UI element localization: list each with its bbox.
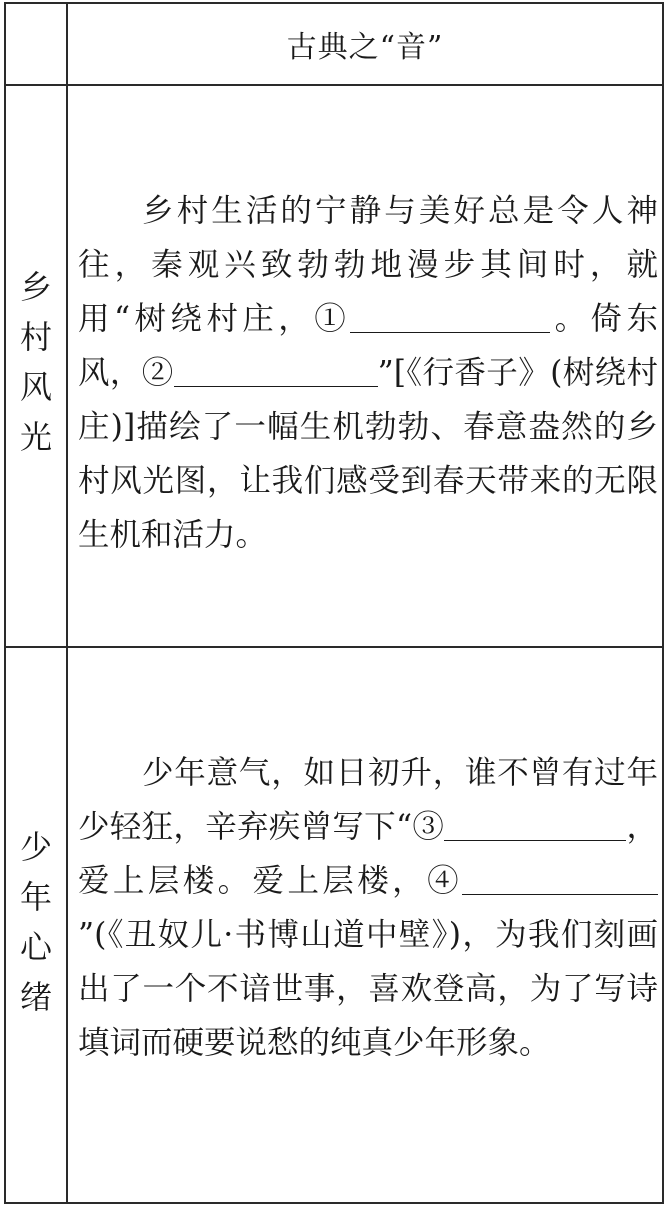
section-label-youth-feelings	[6, 822, 66, 1022]
section-text-youth-feelings	[78, 746, 658, 1070]
label-char: 光	[19, 418, 52, 456]
label-char: 村	[19, 318, 52, 356]
text-run: ，爱上层楼。爱上层楼，	[78, 809, 658, 899]
text-run: 。倚东风，	[78, 301, 658, 391]
fill-blank-4b[interactable]	[558, 864, 658, 895]
label-char: 乡	[19, 268, 52, 306]
label-char: 心	[19, 928, 52, 966]
blank-marker-4: ④	[427, 863, 462, 899]
text-run: ”(《丑奴儿·书博山道中壁》)，为我们刻画出了一个不谙世事，喜欢登高，为了写诗填词而硬要说愁的纯真少年形象。	[78, 917, 658, 1061]
label-char: 风	[19, 368, 52, 406]
blank-marker-2: ②	[141, 355, 174, 391]
label-char: 绪	[19, 978, 52, 1016]
fill-blank-3a[interactable]	[444, 810, 562, 841]
text-run: 乡村生活的宁静与美好总是令人神往，秦观兴致勃勃地漫步其间时，就用“树绕村庄，	[78, 193, 658, 337]
section-label-rural-scenery	[6, 262, 66, 462]
fill-blank-3b[interactable]	[562, 810, 626, 841]
blank-marker-1: ①	[314, 301, 351, 337]
table-header-title: 古典之“音”	[286, 30, 444, 65]
text-run: ”[《行香子》(树绕村庄)]描绘了一幅生机勃勃、春意盎然的乡村风光图，让我们感受到春天带来的无限生机和活力。	[78, 355, 658, 553]
label-char: 少	[19, 828, 52, 866]
fill-blank-1[interactable]	[350, 302, 550, 333]
row-divider-header	[6, 84, 662, 86]
fill-blank-4a[interactable]	[462, 864, 558, 895]
section-text-rural-scenery	[78, 184, 658, 562]
table-frame	[4, 2, 664, 1204]
row-divider-middle	[6, 646, 662, 648]
label-char: 年	[19, 878, 52, 916]
text-run: 少年意气，如日初升，谁不曾有过年少轻狂，辛弃疾曾写下“	[78, 755, 658, 845]
fill-blank-2[interactable]	[174, 356, 378, 387]
blank-marker-3: ③	[412, 809, 445, 845]
column-divider	[66, 4, 68, 1202]
